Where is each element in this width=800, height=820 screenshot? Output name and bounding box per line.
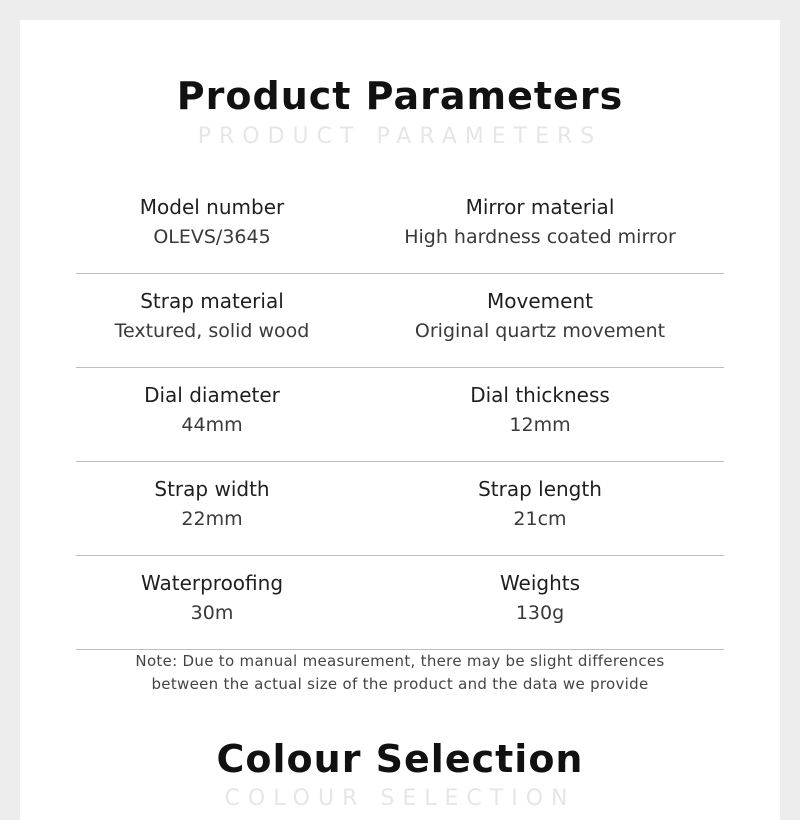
parameter-label: Strap material xyxy=(140,289,284,313)
parameter-label: Waterproofing xyxy=(140,571,284,595)
parameter-label: Model number xyxy=(139,195,285,219)
parameter-label: Dial diameter xyxy=(144,383,280,407)
page-subtitle: PRODUCT PARAMETERS xyxy=(197,124,603,149)
parameter-cell xyxy=(380,568,700,628)
parameter-value: OLEVS/3645 xyxy=(153,226,271,248)
parameter-value: 30m xyxy=(190,602,234,624)
note-line: between the actual size of the product and the data we provide xyxy=(151,675,649,693)
parameter-value: Original quartz movement xyxy=(414,320,666,342)
parameter-cell xyxy=(52,192,372,252)
parameter-cell xyxy=(52,474,372,534)
parameter-row xyxy=(76,274,724,368)
parameter-cell xyxy=(380,474,700,534)
parameter-cell xyxy=(52,568,372,628)
parameter-row xyxy=(76,462,724,556)
parameter-cell xyxy=(380,380,700,440)
parameter-cell xyxy=(380,192,700,252)
parameter-value: 44mm xyxy=(181,414,243,436)
parameter-label: Mirror material xyxy=(465,195,615,219)
parameter-label: Weights xyxy=(499,571,581,595)
parameter-label: Strap width xyxy=(154,477,270,501)
parameter-row xyxy=(76,180,724,274)
parameter-value: High hardness coated mirror xyxy=(404,226,676,248)
parameter-label: Strap length xyxy=(478,477,602,501)
parameter-cell xyxy=(52,380,372,440)
measurement-note xyxy=(0,650,800,696)
parameter-value: Textured, solid wood xyxy=(114,320,310,342)
parameter-cell xyxy=(52,286,372,346)
parameter-row xyxy=(76,556,724,650)
note-line: Note: Due to manual measurement, there may be slight differences xyxy=(135,652,665,670)
parameter-value: 22mm xyxy=(181,508,243,530)
parameter-label: Movement xyxy=(487,289,593,313)
parameter-row xyxy=(76,368,724,462)
parameter-value: 12mm xyxy=(509,414,571,436)
parameter-cell xyxy=(380,286,700,346)
parameter-value: 21cm xyxy=(513,508,567,530)
parameters-table xyxy=(76,180,724,650)
colour-section-title: Colour Selection xyxy=(216,737,584,781)
colour-section-subtitle: COLOUR SELECTION xyxy=(224,786,576,811)
page-title: Product Parameters xyxy=(176,74,624,118)
parameter-label: Dial thickness xyxy=(470,383,610,407)
parameter-value: 130g xyxy=(515,602,565,624)
